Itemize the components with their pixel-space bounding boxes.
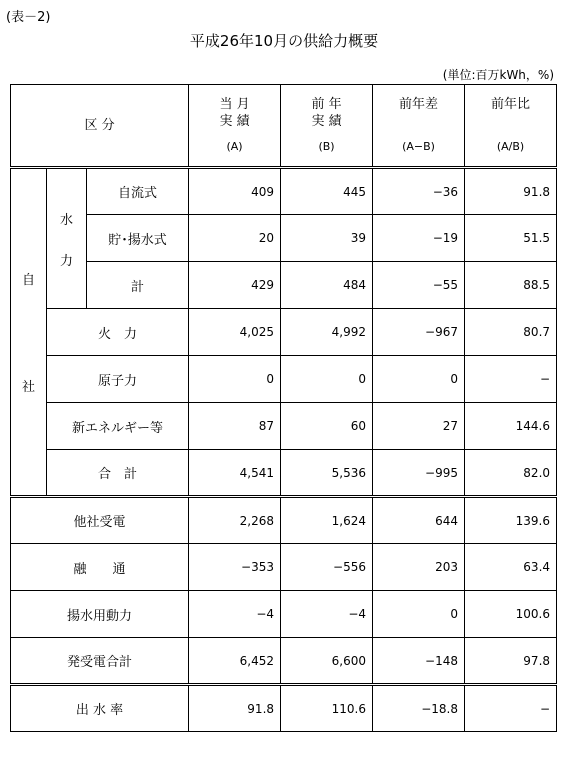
header-row xyxy=(11,85,557,168)
cell-prev: −556 xyxy=(281,544,373,591)
table-row xyxy=(11,403,557,450)
cell-prev: −4 xyxy=(281,591,373,638)
row-label: 計 xyxy=(87,262,189,309)
cell-current: 4,541 xyxy=(189,450,281,497)
cell-diff: 203 xyxy=(373,544,465,591)
cell-prev: 6,600 xyxy=(281,638,373,685)
cell-ratio: 51.5 xyxy=(465,215,557,262)
cell-prev: 39 xyxy=(281,215,373,262)
cell-current: 20 xyxy=(189,215,281,262)
row-label: 火 力 xyxy=(47,309,189,356)
unit-label: (単位:百万kWh，%) xyxy=(442,68,554,82)
row-label: 揚水用動力 xyxy=(11,591,189,638)
cell-ratio: 88.5 xyxy=(465,262,557,309)
cell-prev: 110.6 xyxy=(281,685,373,732)
table-row xyxy=(11,591,557,638)
table-row xyxy=(11,356,557,403)
cell-prev: 60 xyxy=(281,403,373,450)
col-header-diff: 前年差 (A−B) xyxy=(373,85,465,168)
cell-ratio: 144.6 xyxy=(465,403,557,450)
cell-ratio: 97.8 xyxy=(465,638,557,685)
cell-diff: −995 xyxy=(373,450,465,497)
row-label: 貯･揚水式 xyxy=(87,215,189,262)
table-row xyxy=(11,450,557,497)
row-label: 出 水 率 xyxy=(11,685,189,732)
table-row xyxy=(11,685,557,732)
cell-ratio: − xyxy=(465,685,557,732)
cell-diff: 27 xyxy=(373,403,465,450)
col-header-current: 当 月 実 績 (A) xyxy=(189,85,281,168)
table-row xyxy=(11,497,557,544)
col-header-ratio: 前年比 (A/B) xyxy=(465,85,557,168)
cell-diff: −36 xyxy=(373,168,465,215)
cell-current: 409 xyxy=(189,168,281,215)
cell-ratio: 139.6 xyxy=(465,497,557,544)
cell-ratio: 80.7 xyxy=(465,309,557,356)
row-label: 新エネルギー等 xyxy=(47,403,189,450)
cell-current: 4,025 xyxy=(189,309,281,356)
row-label: 発受電合計 xyxy=(11,638,189,685)
table-row xyxy=(11,544,557,591)
table-row xyxy=(11,309,557,356)
table-row xyxy=(11,215,557,262)
cell-diff: −148 xyxy=(373,638,465,685)
page-title: 平成26年10月の供給力概要 xyxy=(189,32,379,50)
cell-current: 91.8 xyxy=(189,685,281,732)
row-label: 自流式 xyxy=(87,168,189,215)
cell-prev: 5,536 xyxy=(281,450,373,497)
cell-diff: −967 xyxy=(373,309,465,356)
col-header-prev: 前 年 実 績 (B) xyxy=(281,85,373,168)
table-number-label: (表－2) xyxy=(6,10,51,25)
cell-diff: −19 xyxy=(373,215,465,262)
supply-table xyxy=(10,84,557,732)
row-label: 合 計 xyxy=(47,450,189,497)
cell-ratio: − xyxy=(465,356,557,403)
cell-current: 6,452 xyxy=(189,638,281,685)
row-label: 他社受電 xyxy=(11,497,189,544)
table-row xyxy=(11,638,557,685)
row-label: 融 通 xyxy=(11,544,189,591)
cell-current: 2,268 xyxy=(189,497,281,544)
table-row xyxy=(11,168,557,215)
cell-ratio: 82.0 xyxy=(465,450,557,497)
cell-diff: −18.8 xyxy=(373,685,465,732)
cell-ratio: 63.4 xyxy=(465,544,557,591)
category-header: 区 分 xyxy=(11,85,189,168)
cell-current: 429 xyxy=(189,262,281,309)
cell-current: −4 xyxy=(189,591,281,638)
cell-current: 87 xyxy=(189,403,281,450)
cell-prev: 0 xyxy=(281,356,373,403)
cell-prev: 1,624 xyxy=(281,497,373,544)
row-label: 原子力 xyxy=(47,356,189,403)
cell-diff: 0 xyxy=(373,591,465,638)
cell-ratio: 100.6 xyxy=(465,591,557,638)
cell-prev: 445 xyxy=(281,168,373,215)
cell-diff: 0 xyxy=(373,356,465,403)
cell-prev: 4,992 xyxy=(281,309,373,356)
cell-diff: −55 xyxy=(373,262,465,309)
cell-current: −353 xyxy=(189,544,281,591)
group-label-suiryoku: 水 力 xyxy=(47,168,87,309)
cell-current: 0 xyxy=(189,356,281,403)
cell-ratio: 91.8 xyxy=(465,168,557,215)
cell-prev: 484 xyxy=(281,262,373,309)
table-row xyxy=(11,262,557,309)
group-label-jisha: 自 社 xyxy=(11,168,47,497)
cell-diff: 644 xyxy=(373,497,465,544)
